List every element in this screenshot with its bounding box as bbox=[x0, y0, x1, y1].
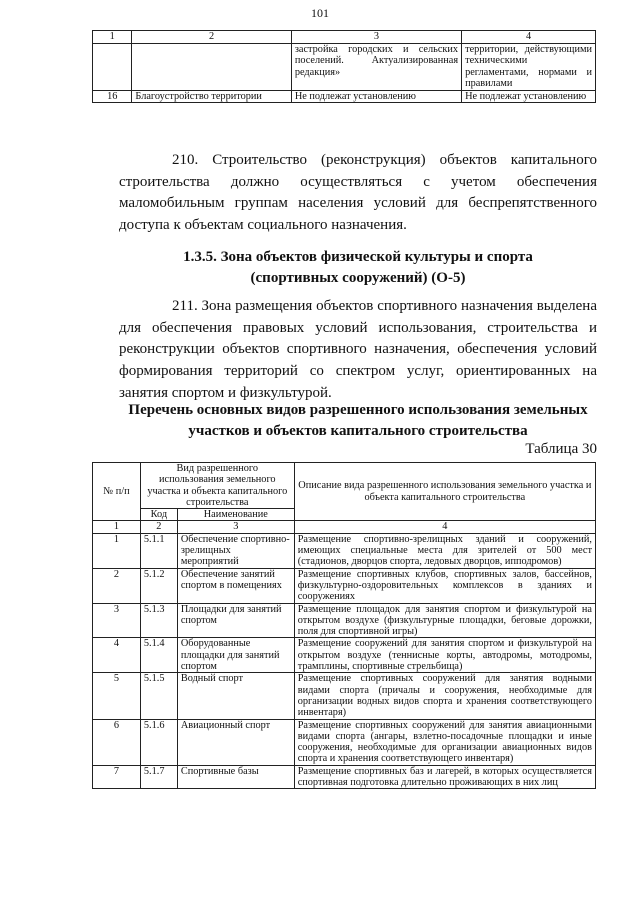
list-heading bbox=[119, 400, 597, 442]
row-code: 5.1.2 bbox=[140, 568, 177, 603]
table-row bbox=[93, 673, 596, 719]
col-number: 3 bbox=[291, 31, 461, 44]
col-number: 3 bbox=[177, 521, 294, 533]
table-header-row bbox=[93, 463, 596, 509]
row-number: 7 bbox=[93, 765, 141, 789]
row-description: Размещение площадок для занятия спортом и физкультурой на открытом воздухе (физкультурные площадки, беговые дорожки, поля для спортивной игры) bbox=[294, 603, 595, 638]
row-description: Размещение спортивных клубов, спортивных залов, бассейнов, физкультурно-оздоровительных комплексов в зданиях и сооружениях bbox=[294, 568, 595, 603]
row-number: 1 bbox=[93, 533, 141, 568]
row-code: 5.1.1 bbox=[140, 533, 177, 568]
row-number: 3 bbox=[93, 603, 141, 638]
row-code: 5.1.3 bbox=[140, 603, 177, 638]
header-number: № п/п bbox=[93, 463, 141, 521]
row-cell: Не подлежат установлению bbox=[291, 90, 461, 103]
row-name: Обеспечение занятий спортом в помещениях bbox=[177, 568, 294, 603]
table-row bbox=[93, 603, 596, 638]
header-vid: Вид разрешенного использования земельного участка и объекта капитального строительства bbox=[140, 463, 294, 509]
row-name: Авиационный спорт bbox=[177, 719, 294, 765]
row-description: Размещение спортивных баз и лагерей, в которых осуществляется спортивная подготовка длительно проживающих в них лиц bbox=[294, 765, 595, 789]
table-row bbox=[93, 765, 596, 789]
permitted-use-table bbox=[92, 462, 596, 789]
row-name: Площадки для занятий спортом bbox=[177, 603, 294, 638]
row-name: Спортивные базы bbox=[177, 765, 294, 789]
table-header-row bbox=[93, 521, 596, 533]
table-row bbox=[93, 533, 596, 568]
row-code: 5.1.6 bbox=[140, 719, 177, 765]
row-name: Благоустройство территории bbox=[132, 90, 291, 103]
paragraph-211: 211. Зона размещения объектов спортивного назначения выделена для обеспечения правовых условий использования, строительства и реконструкции объектов спортивного назначения, обеспечения условий формирования территорий со спектром услуг, ориентированных на занятия спортом и физкультурой. bbox=[119, 298, 597, 401]
row-number: 4 bbox=[93, 638, 141, 673]
col-number: 1 bbox=[93, 521, 141, 533]
table-row bbox=[93, 90, 596, 103]
row-number bbox=[93, 43, 132, 90]
row-description: Размещение спортивных сооружений для занятия водными видами спорта (причалы и сооружения, необходимые для организации водных видов спорта и хранения соответствующего инвентаря) bbox=[294, 673, 595, 719]
continuation-table bbox=[92, 30, 596, 103]
row-code: 5.1.4 bbox=[140, 638, 177, 673]
row-number: 5 bbox=[93, 673, 141, 719]
header-code: Код bbox=[140, 509, 177, 521]
row-name bbox=[132, 43, 291, 90]
paragraph-210: 210. Строительство (реконструкция) объектов капитального строительства должно осуществляться с учетом обеспечения маломобильным группам населения условий для беспрепятственного доступа к объектам социального назначения. bbox=[119, 152, 597, 234]
row-description: Размещение спортивных сооружений для занятия авиационными видами спорта (ангары, взлетно-посадочные площадки и иные сооружения, необходимые для организации авиационных видов спорта и хранения соответствующего инвентаря) bbox=[294, 719, 595, 765]
col-number: 4 bbox=[462, 31, 596, 44]
row-cell: застройка городских и сельских поселений. Актуализированная редакция» bbox=[291, 43, 461, 90]
row-cell: Не подлежат установлению bbox=[462, 90, 596, 103]
section-heading-line: (спортивных сооружений) (О-5) bbox=[250, 270, 466, 286]
table-row bbox=[93, 568, 596, 603]
page-number: 101 bbox=[311, 6, 329, 20]
row-code: 5.1.7 bbox=[140, 765, 177, 789]
list-heading-line: Перечень основных видов разрешенного использования земельных bbox=[128, 402, 588, 418]
header-name: Наименование bbox=[177, 509, 294, 521]
row-number: 6 bbox=[93, 719, 141, 765]
table-row bbox=[93, 719, 596, 765]
row-name: Обеспечение спортивно-зрелищных мероприятий bbox=[177, 533, 294, 568]
table-caption: Таблица 30 bbox=[525, 441, 597, 457]
section-heading-line: 1.3.5. Зона объектов физической культуры и спорта bbox=[183, 249, 533, 265]
list-heading-line: участков и объектов капитального строительства bbox=[188, 423, 528, 439]
table-row bbox=[93, 43, 596, 90]
col-number: 2 bbox=[140, 521, 177, 533]
col-number: 4 bbox=[294, 521, 595, 533]
row-description: Размещение сооружений для занятия спортом и физкультурой на открытом воздухе (теннисные корты, автодромы, мотодромы, трамплины, спортивные стрельбища) bbox=[294, 638, 595, 673]
col-number: 2 bbox=[132, 31, 291, 44]
row-name: Водный спорт bbox=[177, 673, 294, 719]
row-name: Оборудованные площадки для занятий спортом bbox=[177, 638, 294, 673]
row-cell: территории, действующими техническими регламентами, нормами и правилами bbox=[462, 43, 596, 90]
row-description: Размещение спортивно-зрелищных зданий и сооружений, имеющих специальные места для зрителей от 500 мест (стадионов, дворцов спорта, ледовых дворцов, ипподромов) bbox=[294, 533, 595, 568]
col-number: 1 bbox=[93, 31, 132, 44]
table-row bbox=[93, 638, 596, 673]
table-header-row bbox=[93, 31, 596, 44]
header-description: Описание вида разрешенного использования земельного участка и объекта капитального строительства bbox=[294, 463, 595, 521]
row-number: 2 bbox=[93, 568, 141, 603]
row-code: 5.1.5 bbox=[140, 673, 177, 719]
section-heading bbox=[119, 247, 597, 289]
row-number: 16 bbox=[93, 90, 132, 103]
